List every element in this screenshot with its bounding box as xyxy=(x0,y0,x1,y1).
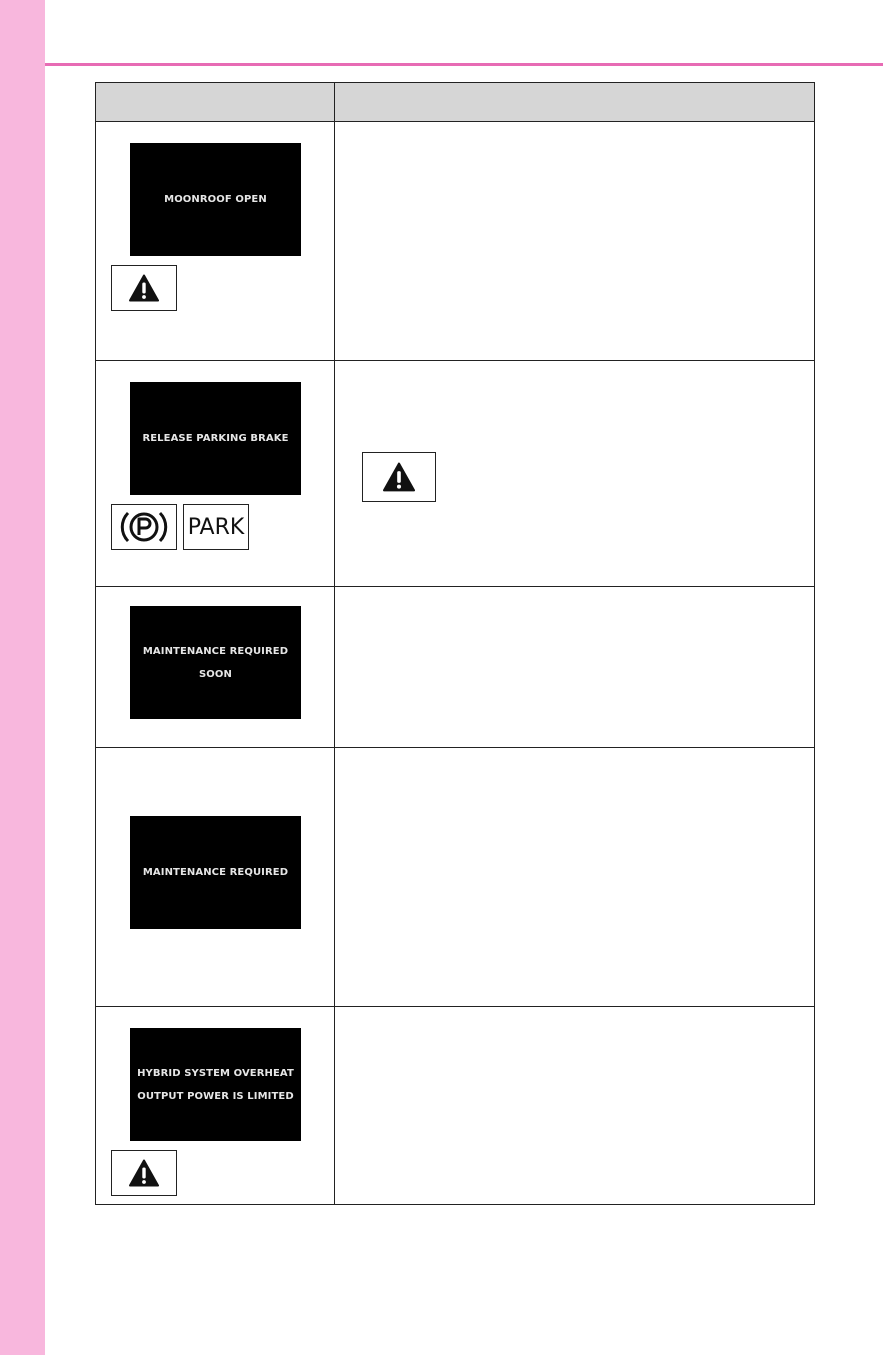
warning-triangle-icon xyxy=(362,452,436,502)
table-header-row xyxy=(96,83,815,122)
display-screen: MAINTENANCE REQUIRED xyxy=(130,816,301,929)
table-header-left xyxy=(96,83,335,122)
message-display-cell xyxy=(96,361,335,587)
message-description-cell xyxy=(335,122,815,361)
parking-brake-icon xyxy=(111,504,177,550)
message-description-cell xyxy=(335,748,815,1007)
table-row xyxy=(96,361,815,587)
section-side-tab xyxy=(0,0,45,1355)
display-screen: MOONROOF OPEN xyxy=(130,143,301,256)
warning-triangle-icon xyxy=(111,1150,177,1196)
table-row xyxy=(96,587,815,748)
table-row xyxy=(96,1007,815,1205)
message-description-cell xyxy=(335,1007,815,1205)
message-description-cell xyxy=(335,587,815,748)
message-display-cell xyxy=(96,122,335,361)
table-row xyxy=(96,748,815,1007)
warning-triangle-icon xyxy=(111,265,177,311)
message-display-cell xyxy=(96,748,335,1007)
table-header-right xyxy=(335,83,815,122)
display-screen: RELEASE PARKING BRAKE xyxy=(130,382,301,495)
display-screen: HYBRID SYSTEM OVERHEAT OUTPUT POWER IS LIMITED xyxy=(130,1028,301,1141)
display-screen: MAINTENANCE REQUIRED SOON xyxy=(130,606,301,719)
warning-messages-table xyxy=(95,82,815,1205)
header-rule xyxy=(45,63,883,66)
message-display-cell xyxy=(96,587,335,748)
message-display-cell xyxy=(96,1007,335,1205)
park-indicator: PARK xyxy=(183,504,249,550)
message-description-cell xyxy=(335,361,815,587)
table-row xyxy=(96,122,815,361)
